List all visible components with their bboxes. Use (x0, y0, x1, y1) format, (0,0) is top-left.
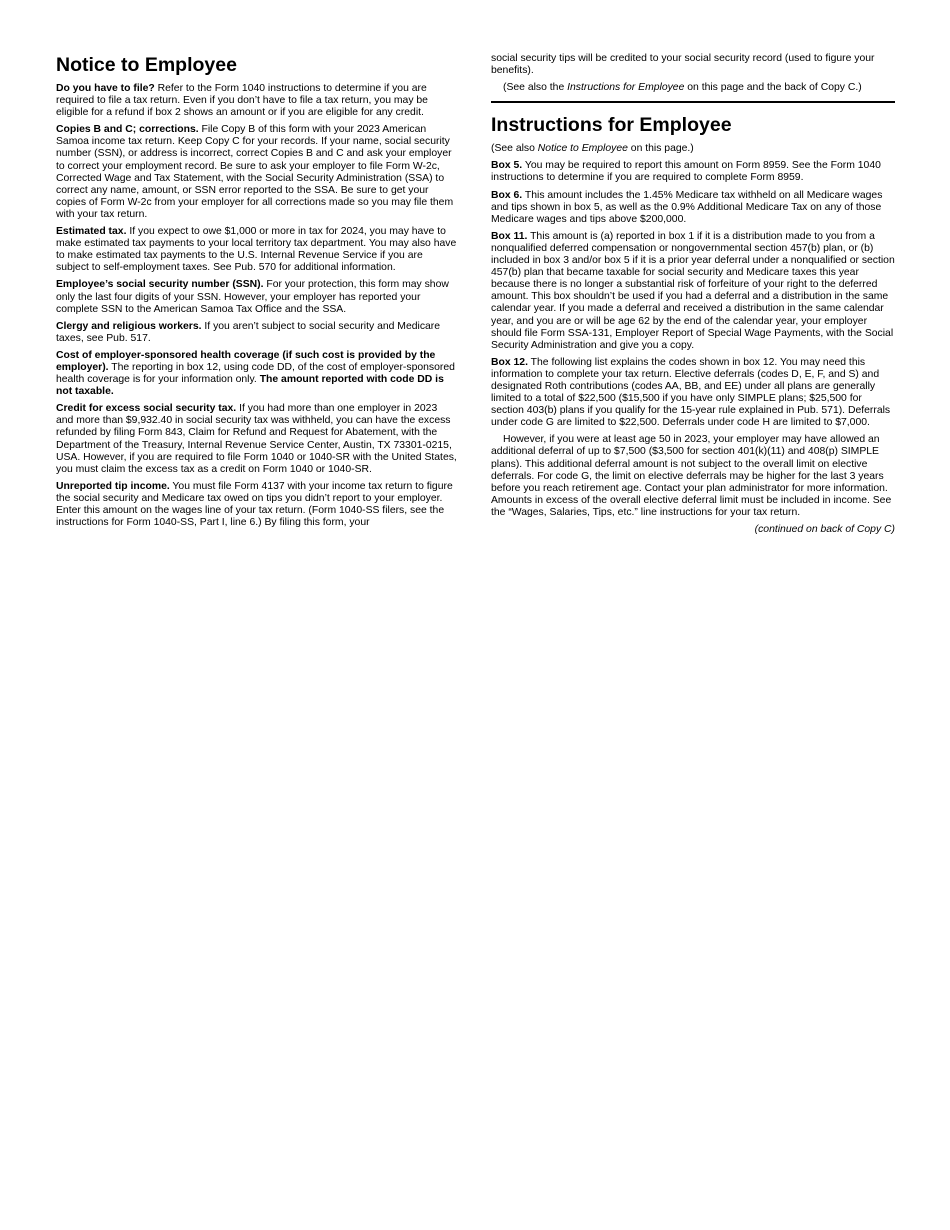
para-box-12: Box 12. The following list explains the codes shown in box 12. You may need this information to complete your tax return. Elective deferrals (codes D, E, F, and S) and designated Roth contributions (codes AA, BB, and EE) under all plans are generally limited to a total of $22,500 ($15,500 if you have only SIMPLE plans; $25,500 for section 403(b) plans if you qualify for the 15-year rule explained in Pub. 571). Deferrals under code G are limited to $22,500. Deferrals under code H are limited to $7,000. (491, 356, 891, 429)
carryover-text: social security tips will be credited to your social security record (used to figure your benefits). (491, 53, 875, 77)
para-box-5: Box 5. You may be required to report this amount on Form 8959. See the Form 1040 instructions to determine if you are required to complete Form 8959. (491, 160, 881, 184)
continued-note: (continued on back of Copy C) (754, 524, 895, 535)
para-unreported-tips: Unreported tip income. You must file Form 4137 with your income tax return to figure the social security and Medicare tax owed on tips you didn’t report to your employer. Enter this amount on the wages line of your tax return. (Form 1040-SS filers, see the instructions for Form 1040-SS, Part I, line 6.) By filing this form, your (56, 480, 453, 529)
instructions-column (491, 53, 895, 536)
para-clergy: Clergy and religious workers. If you aren’t subject to social security and Medicare taxes, see Pub. 517. (56, 320, 441, 344)
para-health-coverage: Cost of employer-sponsored health coverage (if such cost is provided by the employer). The reporting in box 12, using code DD, of the cost of employer-sponsored health coverage is for your information only. The amount reported with code DD is not taxable. (56, 349, 455, 398)
para-box-6: Box 6. This amount includes the 1.45% Medicare tax withheld on all Medicare wages and tips shown in box 5, as well as the 0.9% Additional Medicare Tax on any of those Medicare wages and tips above $200,000. (491, 189, 883, 225)
para-file: Do you have to file? Refer to the Form 1040 instructions to determine if you are required to file a tax return. Even if you don’t have to file a tax return, you may be eligible for a refund if box 2 shows an amount or if you are eligible for any credit. (56, 83, 428, 119)
see-also-instructions: (See also the Instructions for Employee on this page and the back of Copy C.) (503, 82, 862, 94)
para-box-11: Box 11. This amount is (a) reported in box 1 if it is a distribution made to you from a nonqualified deferred compensation or nongovernmental section 457(b) plan, or (b) included in box 3 and/or box 5 if it is a prior year deferral under a nonqualified or section 457(b) plan that became taxable for social security and Medicare taxes this year because there is no longer a substantial risk of forfeiture of your right to the deferred amount. This box shouldn’t be used if you had a deferral and a distribution in the same calendar year. If you made a deferral and received a distribution in the same calendar year, and you are or will be age 62 by the end of the calendar year, your employer should file Form SSA-131, Employer Report of Special Wage Payments, with the Social Security Administration and give you a copy. (491, 230, 895, 351)
para-however: However, if you were at least age 50 in 2023, your employer may have allowed an additional deferral of up to $7,500 ($3,500 for section 401(k)(11) and 408(p) SIMPLE plans). This additional deferral amount is not subject to the overall limit on elective deferrals. For code G, the limit on elective deferrals may be higher for the last 3 years before you reach retirement age. Contact your plan administrator for more information. Amounts in excess of the overall elective deferral limit must be included in income. See the “Wages, Salaries, Tips, etc.” line instructions for your tax return. (491, 434, 892, 518)
para-estimated-tax: Estimated tax. If you expect to owe $1,000 or more in tax for 2024, you may have to make estimated tax payments to your local territory tax department. You may also have to make estimated tax payments to the U.S. Internal Revenue Service if you are subject to self-employment taxes. See Pub. 570 for additional information. (56, 226, 457, 274)
para-copies: Copies B and C; corrections. File Copy B of this form with your 2023 American Samoa income tax return. Keep Copy C for your records. If your name, social security number (SSN), or address is incorrect, correct Copies B and C and ask your employer to correct your employment record. Be sure to ask your employer to file Form W-2c, Corrected Wage and Tax Statement, with the Social Security Administration (SSA) to correct any name, amount, or SSN error reported to the SSA. Be sure to get your copies of Form W-2c from your employer for all corrections made so you may file them with your tax return. (56, 124, 454, 220)
para-ssn: Employee’s social security number (SSN). For your protection, this form may show only the last four digits of your SSN. However, your employer has reported your complete SSN to the American Samoa Tax Office and the SSA. (56, 279, 449, 315)
notice-to-employee-column (56, 50, 457, 534)
see-also-notice: (See also Notice to Employee on this page.) (491, 143, 694, 155)
instructions-title: Instructions for Employee (491, 114, 732, 137)
notice-title: Notice to Employee (56, 54, 237, 76)
section-divider (491, 101, 895, 103)
para-excess-ss-tax: Credit for excess social security tax. If you had more than one employer in 2023 and more than $9,932.40 in social security tax was withheld, you can have the excess refunded by filing Form 843, Claim for Refund and Request for Abatement, with the Department of the Treasury, Internal Revenue Service Center, Austin, TX 73301-0215, USA. However, if you are required to file Form 1040 or 1040-SR with the United States, you must claim the excess tax as a credit on Form 1040 or 1040-SR. (56, 403, 457, 475)
